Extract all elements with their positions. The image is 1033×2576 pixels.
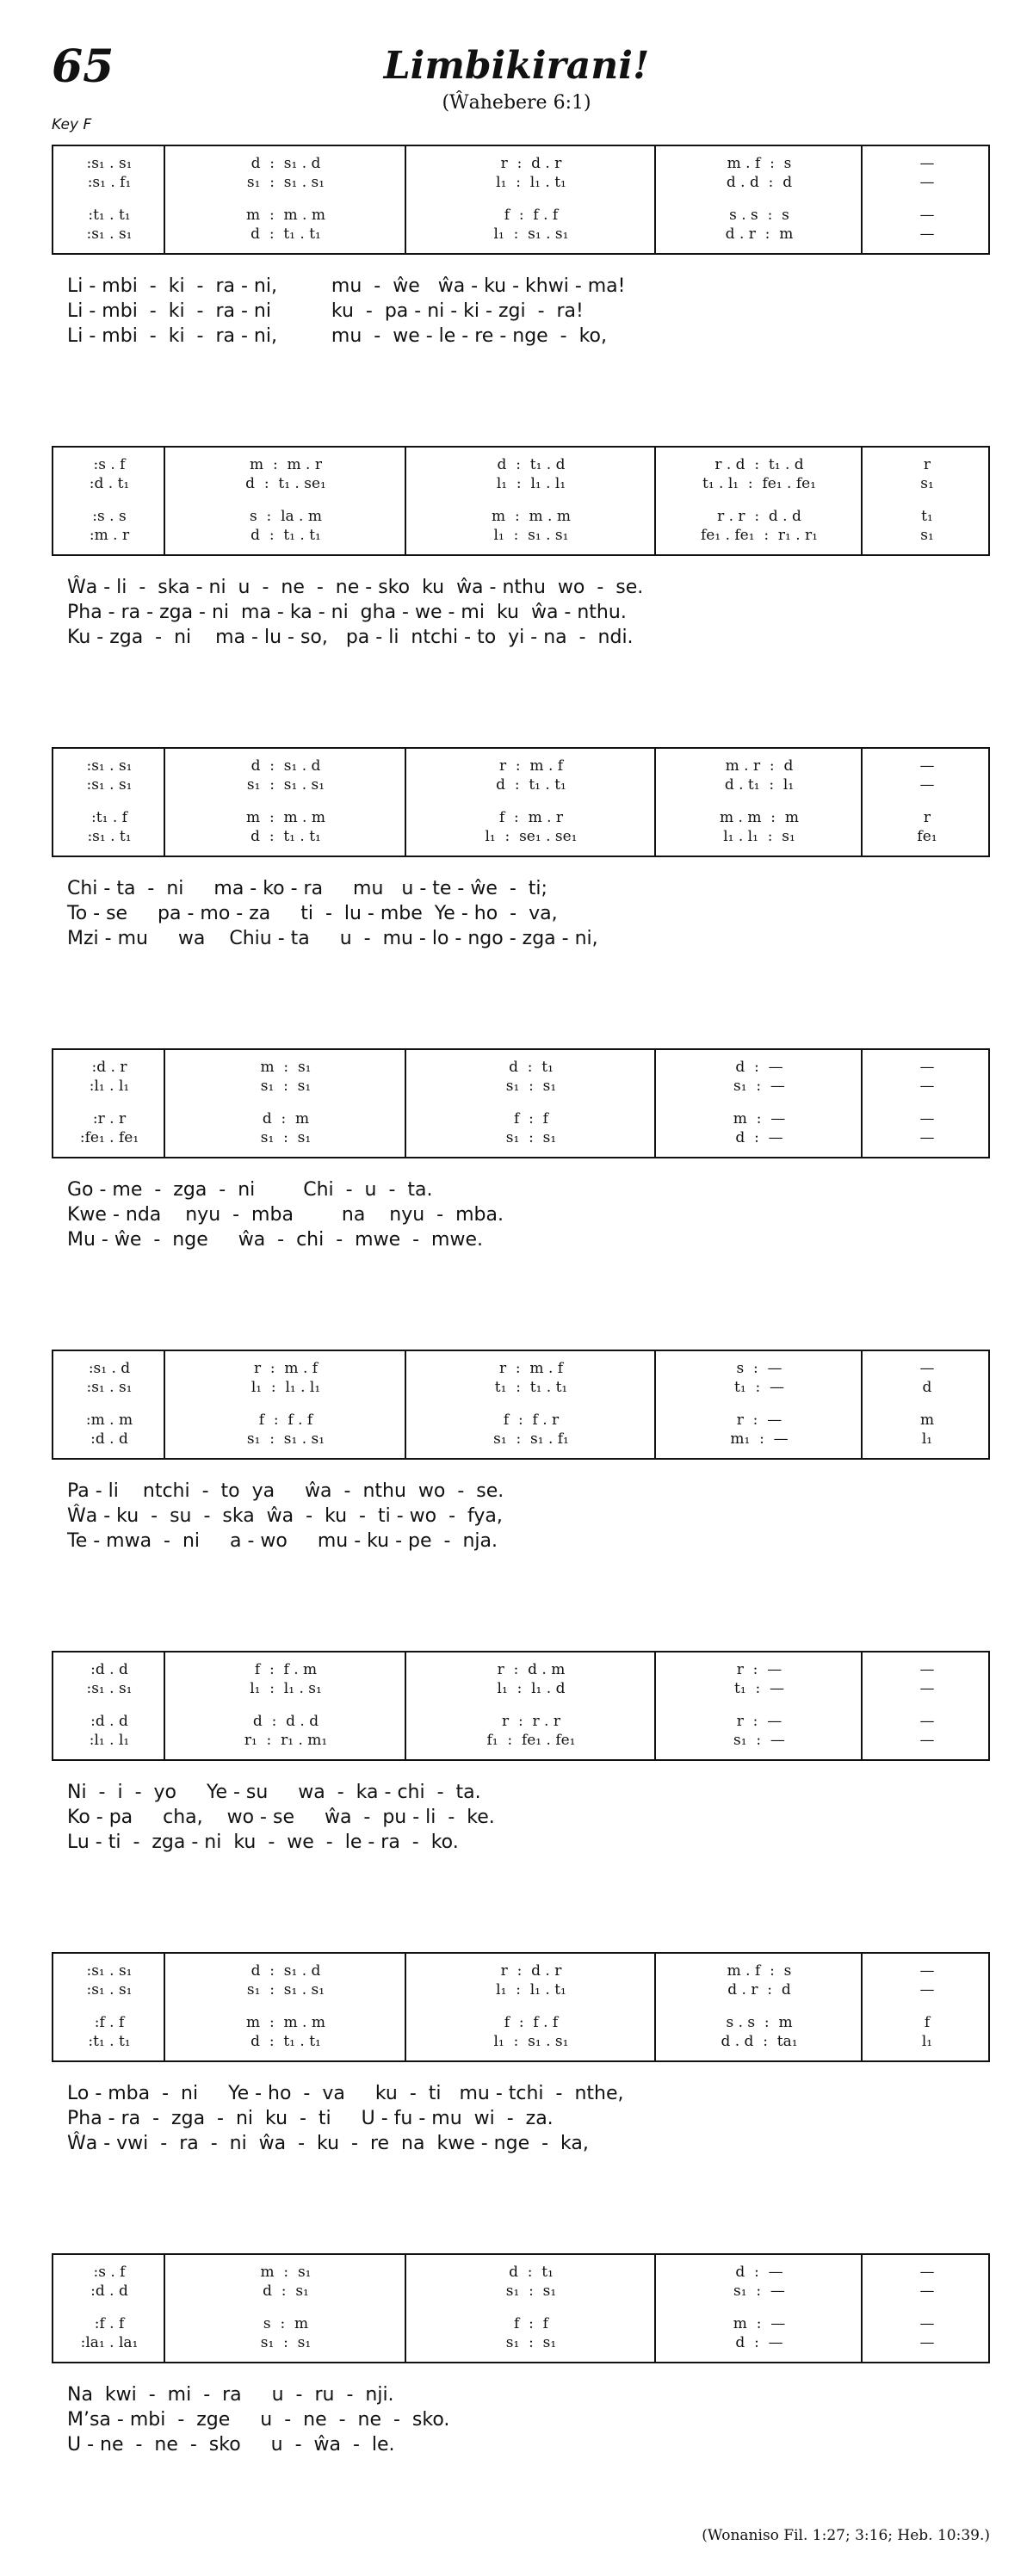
solfa-measure: :s₁ . s₁: [86, 1962, 133, 1980]
voice-row: [53, 2012, 988, 2033]
solfa-measure: :f . f: [94, 2315, 125, 2332]
solfa-measure: t₁ . l₁ : fe₁ . fe₁: [702, 475, 816, 492]
solfa-measure: t₁ : —: [734, 1379, 784, 1396]
solfa-measure: d : —: [735, 2264, 783, 2281]
lyric-line: Go - me - zga - ni Chi - u - ta.: [67, 1179, 433, 1201]
solfa-measure: :la₁ . la₁: [80, 2334, 139, 2351]
solfa-staff: [52, 1048, 990, 1158]
solfa-measure: d : t₁ . t₁: [496, 776, 566, 794]
solfa-measure: m₁ : —: [730, 1430, 789, 1448]
solfa-measure: :s₁ . s₁: [86, 1379, 133, 1396]
voice-row: [53, 1076, 988, 1096]
solfa-measure: :l₁ . l₁: [89, 1732, 130, 1749]
solfa-measure: d . r : d: [727, 1981, 791, 1998]
lyric-line: Mu - ŵe - nge ŵa - chi - mwe - mwe.: [67, 1229, 483, 1251]
lyric-line: Li - mbi - ki - ra - ni, mu - ŵe ŵa - ku - khwi - ma!: [67, 275, 626, 297]
solfa-measure: —: [919, 776, 935, 794]
solfa-measure: —: [919, 2283, 935, 2300]
solfa-measure: :s₁ . s₁: [86, 155, 133, 172]
solfa-measure: s₁ : —: [733, 1078, 785, 1095]
lyrics-block: [67, 1780, 980, 1855]
lyrics-block: [67, 1479, 980, 1554]
lyric-line: To - se pa - mo - za ti - lu - mbe Ye - ho - va,: [67, 903, 558, 924]
solfa-measure: d : t₁ . t₁: [251, 225, 321, 243]
solfa-measure: s₁ : s₁: [505, 1129, 557, 1146]
solfa-measure: :d . t₁: [89, 475, 130, 492]
solfa-measure: d : s₁ . d: [251, 1962, 321, 1980]
solfa-measure: s₁: [920, 527, 934, 544]
voice-row: [53, 1410, 988, 1430]
solfa-measure: :r . r: [92, 1110, 127, 1127]
voice-row: [53, 756, 988, 776]
solfa-measure: s₁ : s₁ . f₁: [493, 1430, 569, 1448]
solfa-staff: [52, 2253, 990, 2363]
music-system: [52, 1651, 990, 1935]
solfa-measure: l₁ : s₁ . s₁: [493, 527, 569, 544]
voice-row: [53, 1961, 988, 1981]
voice-row: [53, 172, 988, 193]
voice-row: [53, 1659, 988, 1680]
solfa-measure: —: [919, 155, 935, 172]
solfa-measure: :m . m: [85, 1412, 133, 1429]
solfa-measure: f : f . f: [504, 207, 559, 224]
solfa-measure: —: [919, 207, 935, 224]
solfa-measure: d : t₁ . t₁: [251, 828, 321, 845]
solfa-measure: s : —: [736, 1360, 782, 1377]
solfa-measure: :m . r: [89, 527, 130, 544]
solfa-measure: :d . r: [91, 1059, 127, 1076]
solfa-measure: :s . f: [93, 456, 126, 473]
solfa-measure: :s₁ . t₁: [87, 828, 132, 845]
solfa-measure: t₁ : t₁ . t₁: [494, 1379, 568, 1396]
lyric-line: Na kwi - mi - ra u - ru - nji.: [67, 2384, 394, 2406]
solfa-measure: d . d : ta₁: [721, 2033, 798, 2050]
solfa-measure: r . r : d . d: [717, 508, 801, 525]
lyric-line: U - ne - ne - sko u - ŵa - le.: [67, 2434, 395, 2456]
solfa-measure: s₁ : s₁ . s₁: [246, 174, 325, 191]
solfa-measure: d : s₁ . d: [251, 155, 321, 172]
lyric-line: Pha - ra - zga - ni ma - ka - ni gha - we - mi ku ŵa - nthu.: [67, 602, 627, 623]
lyrics-block: [67, 2382, 980, 2457]
lyric-line: Ŵa - ku - su - ska ŵa - ku - ti - wo - fya,: [67, 1505, 503, 1527]
solfa-staff: [52, 145, 990, 255]
solfa-measure: m : m . m: [246, 207, 325, 224]
solfa-staff: [52, 1350, 990, 1460]
solfa-measure: f : f: [514, 2315, 548, 2332]
lyric-line: Ŵa - li - ska - ni u - ne - ne - sko ku ŵa - nthu wo - se.: [67, 577, 644, 598]
solfa-measure: s : la . m: [250, 508, 322, 525]
lyrics-block: [67, 575, 980, 650]
solfa-measure: :s . f: [93, 2264, 126, 2281]
solfa-measure: d . t₁ : l₁: [724, 776, 795, 794]
solfa-measure: fe₁: [917, 828, 937, 845]
solfa-measure: f: [924, 2014, 931, 2031]
solfa-measure: m : m . r: [250, 456, 322, 473]
lyric-line: Ku - zga - ni ma - lu - so, pa - li ntchi - to yi - na - ndi.: [67, 627, 634, 648]
solfa-measure: s . s : s: [729, 207, 789, 224]
voice-row: [53, 2262, 988, 2283]
solfa-measure: :s₁ . s₁: [86, 225, 133, 243]
solfa-measure: m : m . m: [246, 809, 325, 826]
solfa-measure: f : f . m: [254, 1661, 318, 1678]
solfa-measure: —: [919, 2334, 935, 2351]
solfa-measure: r: [923, 456, 931, 473]
solfa-measure: r : —: [736, 1412, 782, 1429]
lyrics-block: [67, 2081, 980, 2156]
solfa-measure: —: [919, 1129, 935, 1146]
solfa-measure: :t₁ . f: [91, 809, 127, 826]
solfa-measure: —: [919, 1732, 935, 1749]
solfa-measure: :l₁ . l₁: [89, 1078, 130, 1095]
hymn-title: Limbikirani!: [383, 44, 650, 88]
solfa-measure: s₁ : s₁: [505, 1078, 557, 1095]
lyric-line: Ko - pa cha, wo - se ŵa - pu - li - ke.: [67, 1807, 495, 1828]
solfa-measure: s₁ : s₁: [260, 1078, 312, 1095]
voice-row: [53, 1127, 988, 1148]
solfa-staff: [52, 1651, 990, 1761]
solfa-measure: l₁ : l₁ . l₁: [496, 475, 566, 492]
hymn-number: 65: [52, 40, 114, 93]
solfa-measure: :t₁ . t₁: [88, 2033, 131, 2050]
solfa-measure: r : m . f: [498, 1360, 564, 1377]
solfa-measure: r . d : t₁ . d: [714, 456, 804, 473]
solfa-measure: :d . d: [90, 1713, 128, 1730]
voice-row: [53, 1109, 988, 1129]
solfa-measure: r : d . m: [497, 1661, 566, 1678]
solfa-measure: —: [919, 225, 935, 243]
solfa-measure: —: [919, 2264, 935, 2281]
solfa-measure: s₁ : s₁: [260, 1129, 312, 1146]
solfa-measure: —: [919, 2315, 935, 2332]
solfa-measure: m: [919, 1412, 935, 1429]
music-system: [52, 1048, 990, 1332]
solfa-measure: —: [919, 1981, 935, 1998]
solfa-measure: d : t₁ . t₁: [251, 527, 321, 544]
solfa-measure: d : t₁ . se₁: [245, 475, 326, 492]
voice-row: [53, 775, 988, 795]
voice-row: [53, 473, 988, 494]
solfa-measure: d . d : d: [726, 174, 793, 191]
music-system: [52, 1952, 990, 2236]
solfa-measure: —: [919, 1078, 935, 1095]
voice-row: [53, 1730, 988, 1751]
solfa-measure: —: [919, 1059, 935, 1076]
key-signature: Key F: [52, 116, 92, 133]
solfa-measure: :t₁ . t₁: [88, 207, 131, 224]
solfa-measure: l₁: [921, 2033, 933, 2050]
solfa-measure: l₁ : se₁ . se₁: [485, 828, 578, 845]
solfa-measure: d : s₁ . d: [251, 757, 321, 775]
solfa-measure: d : m: [262, 1110, 310, 1127]
solfa-measure: r : —: [736, 1713, 782, 1730]
solfa-measure: :d . d: [90, 1430, 128, 1448]
solfa-measure: l₁ : l₁ . l₁: [251, 1379, 321, 1396]
solfa-measure: :d . d: [90, 1661, 128, 1678]
lyric-line: Chi - ta - ni ma - ko - ra mu u - te - ŵe - ti;: [67, 878, 547, 899]
lyric-line: Kwe - nda nyu - mba na nyu - mba.: [67, 1204, 504, 1226]
solfa-measure: :s . s: [92, 508, 127, 525]
solfa-measure: r: [923, 809, 931, 826]
solfa-measure: :s₁ . f₁: [87, 174, 132, 191]
solfa-measure: d : —: [735, 2334, 783, 2351]
solfa-measure: —: [919, 1962, 935, 1980]
solfa-measure: l₁ . l₁ : s₁: [723, 828, 795, 845]
solfa-measure: t₁ : —: [734, 1680, 784, 1697]
solfa-measure: f : f . f: [258, 1412, 313, 1429]
solfa-staff: [52, 1952, 990, 2062]
solfa-measure: d : t₁ . d: [497, 456, 566, 473]
solfa-measure: :s₁ . s₁: [86, 757, 133, 775]
voice-row: [53, 525, 988, 546]
solfa-measure: f : m . r: [498, 809, 564, 826]
lyrics-block: [67, 274, 980, 349]
solfa-measure: —: [919, 1661, 935, 1678]
lyric-line: Mzi - mu wa Chiu - ta u - mu - lo - ngo - zga - ni,: [67, 928, 598, 949]
solfa-measure: m : —: [733, 2315, 786, 2332]
solfa-measure: :s₁ . s₁: [86, 1981, 133, 1998]
solfa-measure: d : t₁ . t₁: [251, 2033, 321, 2050]
solfa-measure: —: [919, 1360, 935, 1377]
solfa-measure: m : s₁: [260, 1059, 312, 1076]
solfa-measure: d : —: [735, 1059, 783, 1076]
solfa-measure: s₁ : —: [733, 2283, 785, 2300]
solfa-measure: d: [922, 1379, 932, 1396]
scripture-reference: (Ŵahebere 6:1): [442, 92, 591, 114]
voice-row: [53, 506, 988, 527]
solfa-measure: s₁ : s₁: [505, 2283, 557, 2300]
lyric-line: Pa - li ntchi - to ya ŵa - nthu wo - se.: [67, 1480, 504, 1502]
solfa-measure: m . f : s: [727, 1962, 792, 1980]
solfa-measure: m . f : s: [727, 155, 792, 172]
solfa-measure: r : m . f: [253, 1360, 319, 1377]
solfa-measure: s₁ : —: [733, 1732, 785, 1749]
voice-row: [53, 2332, 988, 2353]
solfa-measure: d . r : m: [725, 225, 794, 243]
solfa-measure: s₁ : s₁ . s₁: [246, 776, 325, 794]
solfa-measure: m : s₁: [260, 2264, 312, 2281]
footnote: (Wonaniso Fil. 1:27; 3:16; Heb. 10:39.): [702, 2527, 990, 2544]
solfa-measure: :f . f: [94, 2014, 125, 2031]
solfa-measure: —: [919, 1680, 935, 1697]
lyric-line: Lo - mba - ni Ye - ho - va ku - ti mu - tchi - nthe,: [67, 2083, 624, 2104]
lyric-line: Li - mbi - ki - ra - ni ku - pa - ni - ki - zgi - ra!: [67, 300, 584, 322]
solfa-measure: s₁ : s₁: [260, 2334, 312, 2351]
music-system: [52, 145, 990, 429]
solfa-measure: t₁: [921, 508, 933, 525]
solfa-measure: l₁ : s₁ . s₁: [493, 225, 569, 243]
solfa-measure: :s₁ . s₁: [86, 776, 133, 794]
voice-row: [53, 1980, 988, 2000]
solfa-measure: —: [919, 1713, 935, 1730]
voice-row: [53, 454, 988, 475]
music-system: [52, 2253, 990, 2537]
solfa-measure: l₁ : l₁ . t₁: [496, 1981, 566, 1998]
voice-row: [53, 1711, 988, 1732]
solfa-staff: [52, 747, 990, 857]
solfa-measure: —: [919, 174, 935, 191]
voice-row: [53, 1429, 988, 1449]
solfa-measure: —: [919, 757, 935, 775]
solfa-measure: l₁ : l₁ . s₁: [250, 1680, 322, 1697]
voice-row: [53, 807, 988, 828]
solfa-measure: m : —: [733, 1110, 786, 1127]
lyric-line: Te - mwa - ni a - wo mu - ku - pe - nja.: [67, 1530, 498, 1552]
solfa-measure: m : m . m: [246, 2014, 325, 2031]
voice-row: [53, 1057, 988, 1078]
voice-row: [53, 205, 988, 225]
lyric-line: Pha - ra - zga - ni ku - ti U - fu - mu wi - za.: [67, 2108, 554, 2129]
solfa-measure: r₁ : r₁ . m₁: [244, 1732, 328, 1749]
voice-row: [53, 826, 988, 847]
voice-row: [53, 1678, 988, 1699]
lyric-line: Lu - ti - zga - ni ku - we - le - ra - ko.: [67, 1832, 459, 1853]
music-system: [52, 747, 990, 1031]
solfa-measure: d : t₁: [509, 1059, 554, 1076]
lyrics-block: [67, 1177, 980, 1252]
lyrics-block: [67, 876, 980, 951]
lyric-line: Ni - i - yo Ye - su wa - ka - chi - ta.: [67, 1782, 481, 1803]
solfa-measure: l₁ : s₁ . s₁: [493, 2033, 569, 2050]
solfa-measure: d : t₁: [509, 2264, 554, 2281]
voice-row: [53, 1377, 988, 1398]
solfa-measure: s₁ : s₁ . s₁: [246, 1981, 325, 1998]
lyric-line: M’sa - mbi - zge u - ne - ne - sko.: [67, 2409, 450, 2431]
solfa-measure: f : f: [514, 1110, 548, 1127]
music-system: [52, 1350, 990, 1634]
music-system: [52, 446, 990, 730]
solfa-measure: :d . d: [90, 2283, 128, 2300]
solfa-measure: l₁: [921, 1430, 933, 1448]
solfa-measure: l₁ : l₁ . d: [497, 1680, 566, 1697]
solfa-measure: :fe₁ . fe₁: [79, 1129, 139, 1146]
solfa-measure: :s₁ . s₁: [86, 1680, 133, 1697]
solfa-measure: m . m : m: [720, 809, 799, 826]
voice-row: [53, 2281, 988, 2301]
voice-row: [53, 2031, 988, 2052]
lyric-line: Ŵa - vwi - ra - ni ŵa - ku - re na kwe - nge - ka,: [67, 2133, 589, 2154]
solfa-measure: s₁ : s₁: [505, 2334, 557, 2351]
lyric-line: Li - mbi - ki - ra - ni, mu - we - le - re - nge - ko,: [67, 325, 608, 347]
solfa-measure: d : d . d: [252, 1713, 319, 1730]
solfa-measure: s . s : m: [726, 2014, 793, 2031]
solfa-measure: m . r : d: [725, 757, 794, 775]
solfa-measure: f : f . f: [504, 2014, 559, 2031]
solfa-measure: r : d . r: [500, 1962, 562, 1980]
solfa-measure: r : m . f: [498, 757, 564, 775]
voice-row: [53, 1358, 988, 1379]
solfa-measure: r : d . r: [500, 155, 562, 172]
solfa-measure: —: [919, 1110, 935, 1127]
voice-row: [53, 2313, 988, 2334]
voice-row: [53, 153, 988, 174]
solfa-measure: d : s₁: [263, 2283, 309, 2300]
solfa-measure: :s₁ . d: [88, 1360, 131, 1377]
solfa-staff: [52, 446, 990, 556]
solfa-measure: l₁ : l₁ . t₁: [496, 174, 566, 191]
solfa-measure: m : m . m: [492, 508, 571, 525]
solfa-measure: f₁ : fe₁ . fe₁: [486, 1732, 576, 1749]
solfa-measure: r : —: [736, 1661, 782, 1678]
voice-row: [53, 224, 988, 244]
solfa-measure: d : —: [735, 1129, 783, 1146]
solfa-measure: s : m: [263, 2315, 309, 2332]
solfa-measure: f : f . r: [503, 1412, 560, 1429]
solfa-measure: s₁: [920, 475, 934, 492]
solfa-measure: r : r . r: [502, 1713, 560, 1730]
solfa-measure: fe₁ . fe₁ : r₁ . r₁: [701, 527, 818, 544]
solfa-measure: s₁ : s₁ . s₁: [246, 1430, 325, 1448]
